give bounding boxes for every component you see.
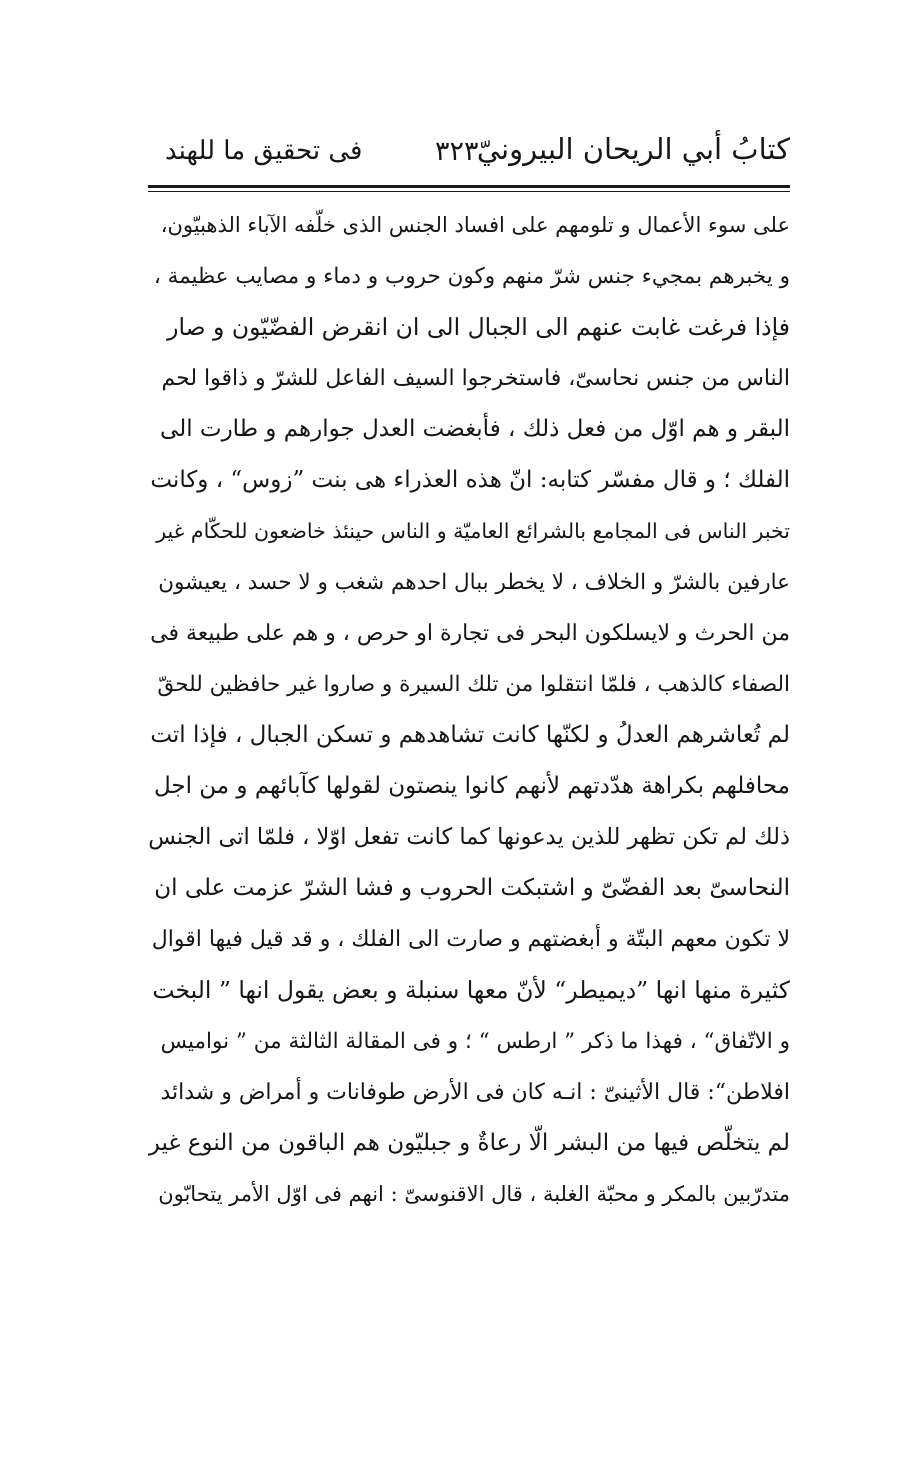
text-line-14: النحاسىّ بعد الفضّىّ و اشتبكت الحروب و فشا الشرّ عزمت على ان	[154, 875, 790, 901]
body-text	[148, 200, 790, 1220]
text-line-13: ذلك لم تكن تظهر للذين يدعونها كما كانت تفعل اوّلا ، فلمّا اتى الجنس	[148, 824, 790, 850]
text-line-10: الصفاء كالذهب ، فلمّا انتقلوا من تلك السيرة و صاروا غير حافظين للحقّ	[157, 672, 790, 697]
header-rule-thin	[148, 191, 790, 192]
text-line-16: كثيرة منها انها ”ديميطر“ لأنّ معها سنبلة و بعض يقول انها ” البخت	[152, 976, 790, 1004]
text-line-15: لا تكون معهم البتّة و أبغضتهم و صارت الى الفلك ، و قد قيل فيها اقوال	[151, 927, 790, 952]
text-line-19: لم يتخلّص فيها من البشر الّا رعاةٌ و جبليّون هم الباقون من النوع غير	[148, 1130, 790, 1156]
text-line-9: من الحرث و لايسلكون البحر فى تجارة او حرص ، و هم على طبيعة فى	[150, 621, 790, 646]
text-line-20: متدرّبين بالمكر و محبّة الغلبة ، قال الاقنوسىّ : انهم فى اوّل الأمر يتحابّون	[158, 1182, 790, 1206]
page-number: ٣٢٣	[435, 136, 479, 167]
text-line-3: فإذا فرغت غابت عنهم الى الجبال الى ان انقرض الفضّيّون و صار	[167, 313, 790, 341]
header-subtitle: فى تحقيق ما للهند	[165, 136, 363, 166]
header-rule-thick	[148, 185, 790, 188]
text-line-18: افلاطن“: قال الأثينىّ : انـه كان فى الأرض طوفانات و أمراض و شدائد	[160, 1080, 790, 1105]
text-line-7: تخبر الناس فى المجامع بالشرائع العاميّة و الناس حينئذ خاضعون للحكّام غير	[156, 519, 790, 543]
text-line-5: البقر و هم اوّل من فعل ذلك ، فأبغضت العدل جوارهم و طارت الى	[160, 416, 790, 442]
text-line-1: على سوء الأعمال و تلومهم على افساد الجنس الذى خلّفه الآباء الذهبيّون،	[160, 213, 790, 237]
text-line-8: عارفين بالشرّ و الخلاف ، لا يخطر ببال احدهم شغب و لا حسد ، يعيشون	[158, 570, 790, 595]
header-book-title: كتابُ أبي الريحان البيرونيّ	[476, 132, 790, 166]
text-line-6: الفلك ؛ و قال مفسّر كتابه: انّ هذه العذراء هى بنت ”زوس“ ، وكانت	[150, 467, 790, 493]
text-line-17: و الاتّفاق“ ، فهذا ما ذكر ” ارطس “ ؛ و فى المقالة الثالثة من ” نواميس	[160, 1029, 790, 1054]
running-header	[165, 118, 790, 182]
text-line-4: الناس من جنس نحاسىّ، فاستخرجوا السيف الفاعل للشرّ و ذاقوا لحم	[161, 366, 790, 391]
text-line-2: و يخبرهم بمجيء جنس شرّ منهم وكون حروب و دماء و مصايب عظيمة ،	[153, 264, 790, 289]
text-line-12: محافلهم بكراهة هدّدتهم لأنهم كانوا ينصتون لقولها كآبائهم و من اجل	[153, 773, 790, 799]
text-line-11: لم تُعاشرهم العدلُ و لكنّها كانت تشاهدهم و تسكن الجبال ، فإذا اتت	[150, 722, 790, 748]
